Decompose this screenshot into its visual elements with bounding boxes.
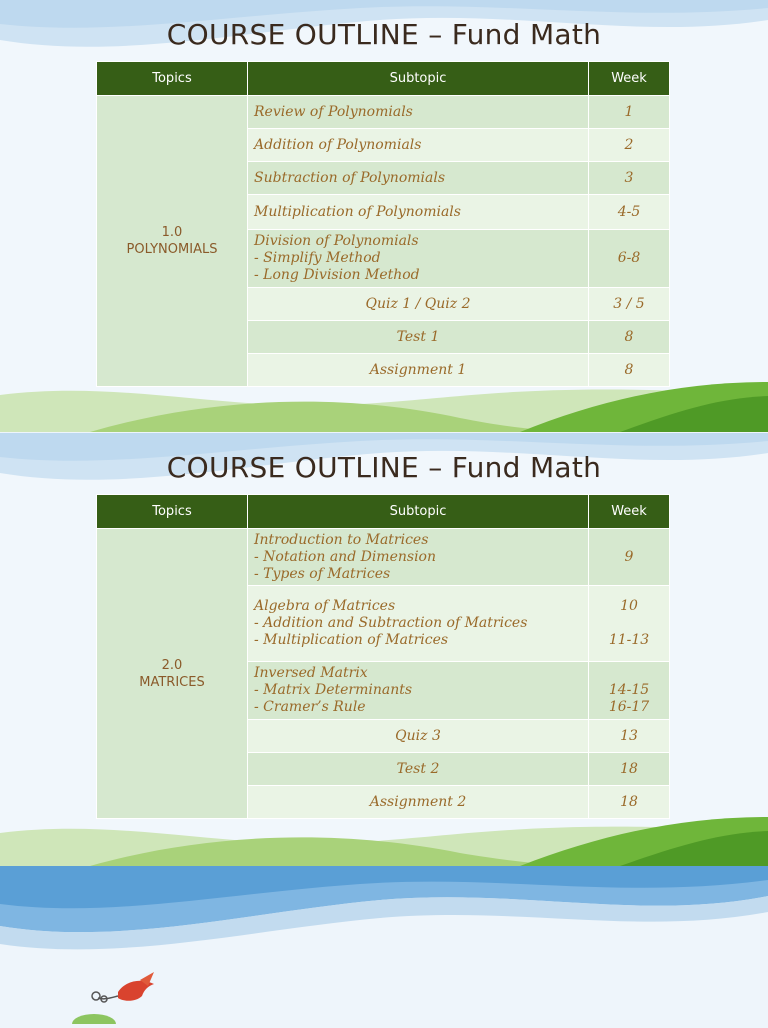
week-value: 18 bbox=[620, 760, 638, 777]
subtopic-line: Assignment 1 bbox=[369, 361, 467, 378]
header-week: Week bbox=[589, 62, 670, 96]
subtopic-line: - Long Division Method bbox=[254, 267, 420, 283]
subtopic-line: Quiz 3 bbox=[395, 727, 441, 744]
table-row bbox=[97, 529, 670, 586]
week-cell bbox=[589, 288, 670, 321]
subtopic-line: Algebra of Matrices bbox=[254, 598, 396, 614]
slide-title: COURSE OUTLINE – Fund Math bbox=[166, 451, 602, 484]
week-value: 4-5 bbox=[617, 203, 641, 220]
week-cell bbox=[589, 786, 670, 819]
subtopic-line: Subtraction of Polynomials bbox=[254, 169, 446, 186]
header-week: Week bbox=[589, 495, 670, 529]
subtopic-cell bbox=[248, 586, 589, 662]
week-value: 9 bbox=[624, 548, 634, 565]
topic-label: MATRICES bbox=[139, 674, 205, 690]
week-cell bbox=[589, 586, 670, 662]
topic-cell bbox=[97, 96, 248, 387]
week-value: 1 bbox=[624, 103, 634, 120]
subtopic-line: - Cramer’s Rule bbox=[254, 699, 366, 715]
header-subtopic: Subtopic bbox=[248, 495, 589, 529]
table-body bbox=[97, 96, 670, 387]
subtopic-cell bbox=[248, 96, 589, 129]
subtopic-cell bbox=[248, 786, 589, 819]
week-cell bbox=[589, 529, 670, 586]
subtopic-cell bbox=[248, 720, 589, 753]
week-value: 16-17 bbox=[608, 699, 650, 715]
slide-1 bbox=[0, 0, 768, 432]
topic-label: POLYNOMIALS bbox=[126, 242, 218, 257]
subtopic-line: - Types of Matrices bbox=[254, 565, 391, 582]
topic-cell bbox=[97, 529, 248, 819]
subtopic-cell bbox=[248, 288, 589, 321]
week-cell bbox=[589, 195, 670, 230]
week-cell bbox=[589, 354, 670, 387]
week-value: 3 / 5 bbox=[613, 295, 645, 312]
subtopic-cell bbox=[248, 354, 589, 387]
week-value: 18 bbox=[620, 793, 638, 810]
table-header-row bbox=[97, 495, 670, 529]
table-row bbox=[97, 96, 670, 129]
subtopic-line: Quiz 1 / Quiz 2 bbox=[365, 295, 471, 312]
subtopic-line: Division of Polynomials bbox=[254, 233, 419, 249]
bird-icon bbox=[84, 968, 164, 1018]
subtopic-line: Inversed Matrix bbox=[254, 665, 368, 681]
subtopic-line: - Simplify Method bbox=[254, 250, 381, 266]
subtopic-line: - Multiplication of Matrices bbox=[254, 632, 449, 648]
subtopic-cell bbox=[248, 230, 589, 288]
week-cell bbox=[589, 753, 670, 786]
topic-label: 1.0 bbox=[161, 225, 183, 240]
week-cell bbox=[589, 230, 670, 288]
topic-label: 2.0 bbox=[161, 657, 183, 673]
subtopic-cell bbox=[248, 129, 589, 162]
week-value: 3 bbox=[624, 169, 634, 186]
week-value: 13 bbox=[620, 727, 638, 744]
subtopic-line: - Matrix Determinants bbox=[254, 682, 413, 698]
week-value: 10 bbox=[620, 598, 638, 614]
subtopic-cell bbox=[248, 753, 589, 786]
subtopic-line: - Notation and Dimension bbox=[254, 548, 436, 565]
slide-2 bbox=[0, 433, 768, 866]
subtopic-cell bbox=[248, 195, 589, 230]
course-outline-table bbox=[96, 61, 670, 387]
week-cell bbox=[589, 96, 670, 129]
subtopic-line: Introduction to Matrices bbox=[254, 531, 429, 548]
week-value: 2 bbox=[624, 136, 634, 153]
week-cell bbox=[589, 129, 670, 162]
green-hills bbox=[68, 1012, 128, 1024]
subtopic-line: - Addition and Subtraction of Matrices bbox=[254, 615, 528, 631]
subtopic-cell bbox=[248, 529, 589, 586]
slide-title: COURSE OUTLINE – Fund Math bbox=[166, 18, 602, 51]
slide-3-partial bbox=[0, 866, 768, 1024]
week-cell bbox=[589, 662, 670, 720]
subtopic-line: Assignment 2 bbox=[369, 793, 467, 810]
header-topics: Topics bbox=[97, 62, 248, 96]
week-value: 6-8 bbox=[617, 250, 641, 266]
week-value bbox=[595, 665, 663, 682]
week-value bbox=[595, 615, 663, 632]
table-body bbox=[97, 529, 670, 819]
subtopic-line: Review of Polynomials bbox=[254, 103, 413, 120]
course-outline-table bbox=[96, 494, 670, 819]
header-subtopic: Subtopic bbox=[248, 62, 589, 96]
subtopic-line: Addition of Polynomials bbox=[254, 136, 422, 153]
week-cell bbox=[589, 321, 670, 354]
week-value: 8 bbox=[624, 328, 634, 345]
subtopic-line: Test 2 bbox=[396, 760, 440, 777]
week-value: 8 bbox=[624, 361, 634, 378]
subtopic-cell bbox=[248, 162, 589, 195]
week-cell bbox=[589, 720, 670, 753]
subtopic-cell bbox=[248, 321, 589, 354]
week-value: 14-15 bbox=[608, 682, 650, 698]
week-cell bbox=[589, 162, 670, 195]
week-value: 11-13 bbox=[608, 632, 650, 648]
subtopic-line: Multiplication of Polynomials bbox=[254, 203, 461, 220]
table-header-row bbox=[97, 62, 670, 96]
header-topics: Topics bbox=[97, 495, 248, 529]
subtopic-cell bbox=[248, 662, 589, 720]
subtopic-line: Test 1 bbox=[396, 328, 440, 345]
